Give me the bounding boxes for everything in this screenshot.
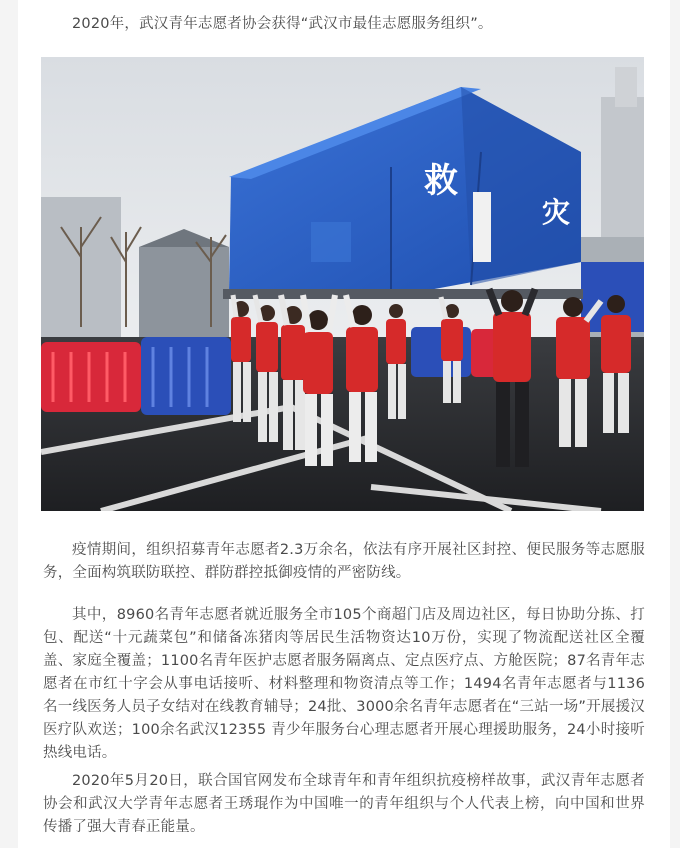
volunteers-carrying-tent-photo [41, 57, 644, 511]
tent-character-2: 灾 [541, 196, 571, 229]
paragraph-volunteer-details: 其中，8960名青年志愿者就近服务全市105个商超门店及周边社区，每日协助分拣、打包、配送“十元蔬菜包”和储备冻猪肉等居民生活物资达10万份，实现了物流配送社区全覆盖、家庭全覆盖；1100名青年医护志愿者服务隔离点、定点医疗点、方舱医院；87名青年志愿者在市红十字会从事电话接听、材料整理和物资清点等工作；1494名青年志愿者与1136名一线医务人员子女结对在线教育辅导；24批、3000余名青年志愿者在“三站一场”开展援汉医疗队欢送；100余名武汉12355 青少年服务台心理志愿者开展心理援助服务，24小时接听热线电话。 [43, 607, 645, 761]
tent-character-1: 救 [424, 161, 458, 201]
paragraph-award: 2020年，武汉青年志愿者协会获得“武汉市最佳志愿服务组织”。 [72, 16, 493, 32]
paragraph-un-recognition: 2020年5月20日，联合国官网发布全球青年和青年组织抗疫榜样故事，武汉青年志愿者协会和武汉大学青年志愿者王琇琨作为中国唯一的青年组织与个人代表上榜，向中国和世界传播了强大青春正能量。 [43, 773, 645, 835]
article-page [18, 0, 670, 848]
paragraph-epidemic-service: 疫情期间，组织招募青年志愿者2.3万余名，依法有序开展社区封控、便民服务等志愿服务，全面构筑联防联控、群防群控抵御疫情的严密防线。 [43, 542, 645, 581]
